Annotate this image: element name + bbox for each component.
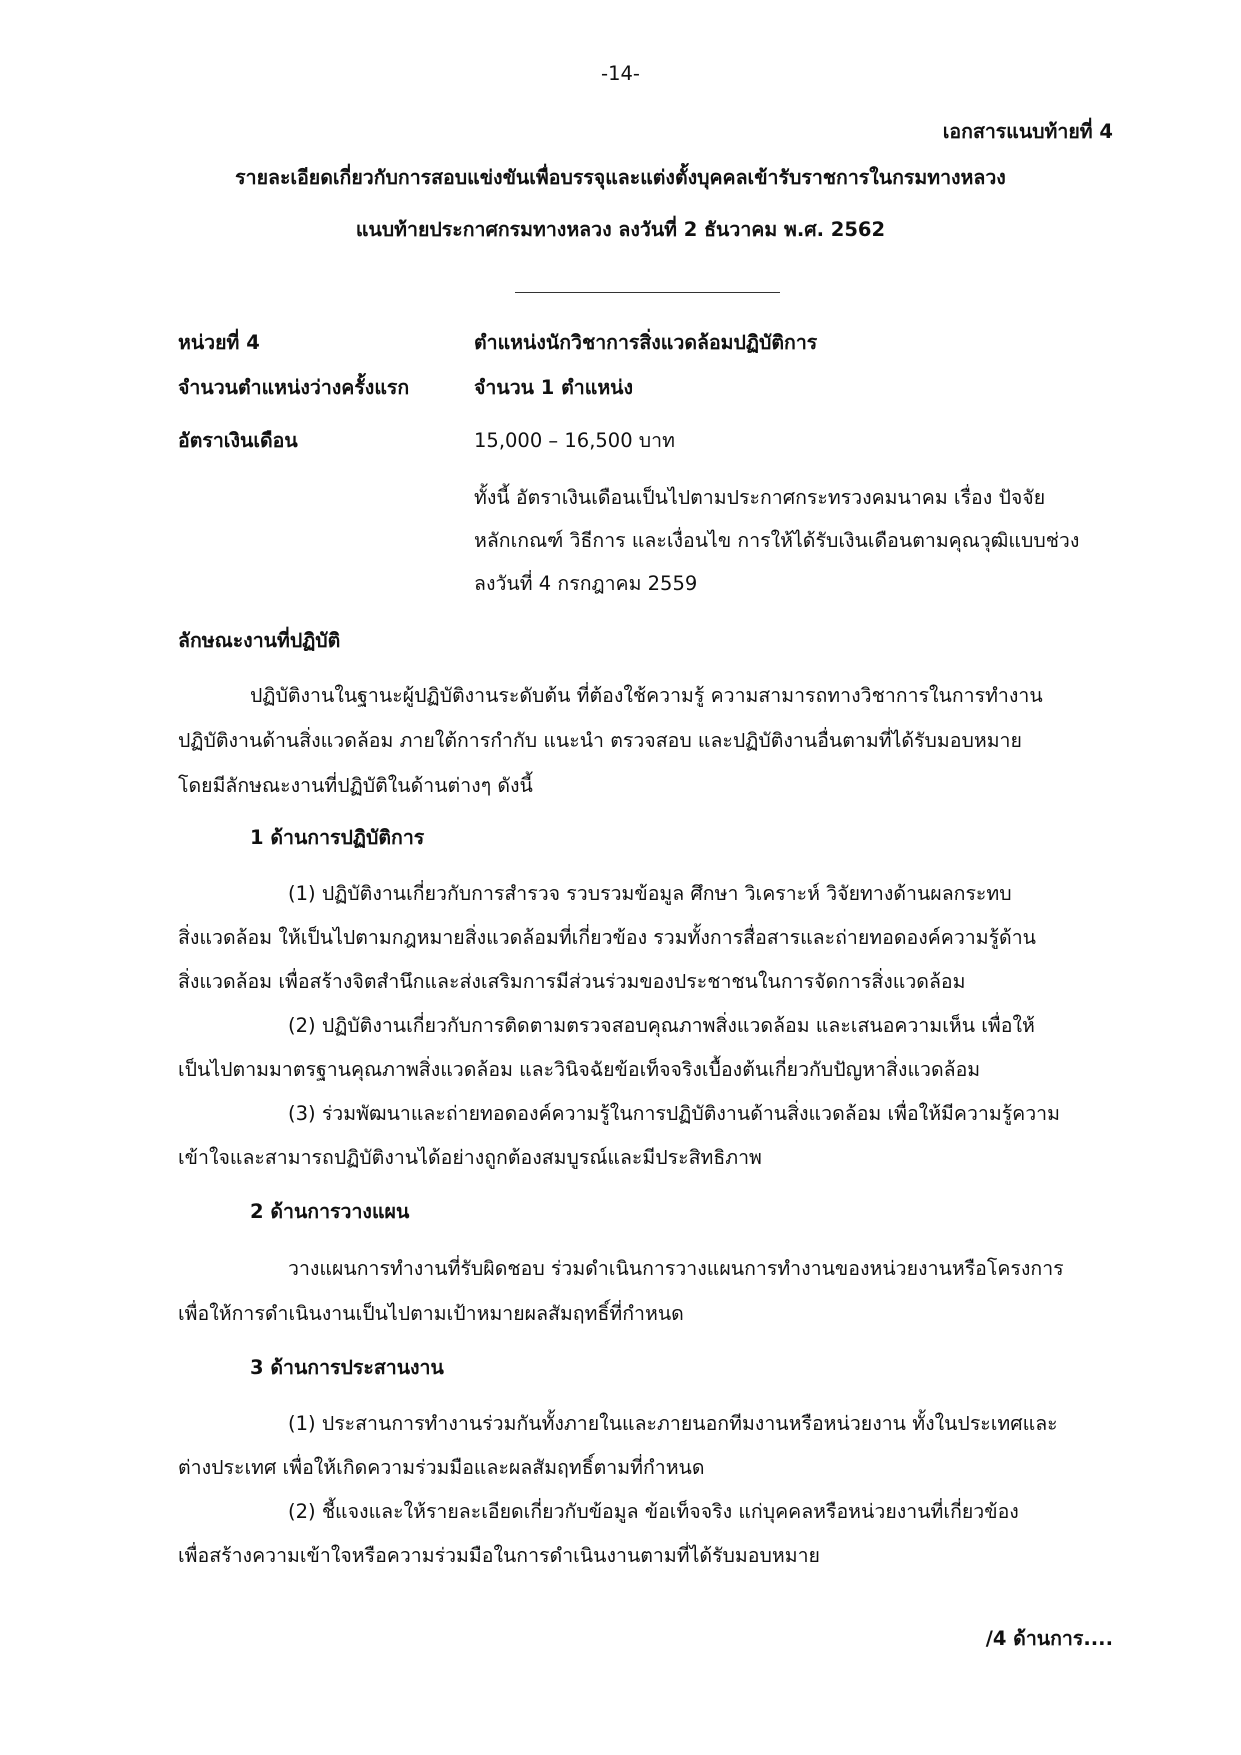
section1-item2-line: (2) ปฏิบัติงานเกี่ยวกับการติดตามตรวจสอบคุณภาพสิ่งแวดล้อม และเสนอความเห็น เพื่อให้ bbox=[288, 1014, 1035, 1037]
section1-item2-line: เป็นไปตามมาตรฐานคุณภาพสิ่งแวดล้อม และวินิจฉัยข้อเท็จจริงเบื้องต้นเกี่ยวกับปัญหาสิ่งแวดล้อม bbox=[178, 1058, 981, 1081]
section1-item3-line: เข้าใจและสามารถปฏิบัติงานได้อย่างถูกต้องสมบูรณ์และมีประสิทธิภาพ bbox=[178, 1146, 762, 1169]
attachment-label: เอกสารแนบท้ายที่ 4 bbox=[942, 120, 1113, 143]
section3-heading: 3 ด้านการประสานงาน bbox=[250, 1356, 444, 1379]
duties-heading: ลักษณะงานที่ปฏิบัติ bbox=[178, 629, 341, 652]
unit-value: ตำแหน่งนักวิชาการสิ่งแวดล้อมปฏิบัติการ bbox=[474, 331, 818, 354]
vacancy-label: จำนวนตำแหน่งว่างครั้งแรก bbox=[178, 376, 410, 399]
salary-label: อัตราเงินเดือน bbox=[178, 429, 298, 452]
section3-item2-line: (2) ชี้แจงและให้รายละเอียดเกี่ยวกับข้อมูล ข้อเท็จจริง แก่บุคคลหรือหน่วยงานที่เกี่ยวข้อง bbox=[288, 1500, 1019, 1523]
intro-line: โดยมีลักษณะงานที่ปฏิบัติในด้านต่างๆ ดังนี้ bbox=[178, 774, 533, 797]
section1-item1-line: สิ่งแวดล้อม เพื่อสร้างจิตสำนึกและส่งเสริมการมีส่วนร่วมของประชาชนในการจัดการสิ่งแวดล้อม bbox=[178, 970, 966, 993]
unit-label: หน่วยที่ 4 bbox=[178, 331, 260, 354]
salary-note-line: ลงวันที่ 4 กรกฎาคม 2559 bbox=[474, 572, 698, 595]
section3-item1-line: (1) ประสานการทำงานร่วมกันทั้งภายในและภายนอกทีมงานหรือหน่วยงาน ทั้งในประเทศและ bbox=[288, 1412, 1058, 1435]
section1-item1-line: (1) ปฏิบัติงานเกี่ยวกับการสำรวจ รวบรวมข้อมูล ศึกษา วิเคราะห์ วิจัยทางด้านผลกระทบ bbox=[288, 882, 1012, 905]
intro-line: ปฏิบัติงานด้านสิ่งแวดล้อม ภายใต้การกำกับ แนะนำ ตรวจสอบ และปฏิบัติงานอื่นตามที่ได้รับมอบหมาย bbox=[178, 729, 1022, 752]
continuation-marker: /4 ด้านการ.... bbox=[985, 1627, 1113, 1650]
document-subtitle: แนบท้ายประกาศกรมทางหลวง ลงวันที่ 2 ธันวาคม พ.ศ. 2562 bbox=[355, 218, 886, 241]
section1-item3-line: (3) ร่วมพัฒนาและถ่ายทอดองค์ความรู้ในการปฏิบัติงานด้านสิ่งแวดล้อม เพื่อให้มีความรู้ความ bbox=[288, 1102, 1060, 1125]
section3-item1-line: ต่างประเทศ เพื่อให้เกิดความร่วมมือและผลสัมฤทธิ์ตามที่กำหนด bbox=[178, 1456, 705, 1479]
section3-item2-line: เพื่อสร้างความเข้าใจหรือความร่วมมือในการดำเนินงานตามที่ได้รับมอบหมาย bbox=[178, 1544, 820, 1567]
section2-line: เพื่อให้การดำเนินงานเป็นไปตามเป้าหมายผลสัมฤทธิ์ที่กำหนด bbox=[178, 1302, 684, 1325]
document-title: รายละเอียดเกี่ยวกับการสอบแข่งขันเพื่อบรรจุและแต่งตั้งบุคคลเข้ารับราชการในกรมทางหลวง bbox=[235, 166, 1006, 189]
salary-value: 15,000 – 16,500 บาท bbox=[474, 429, 675, 452]
salary-note-line: หลักเกณฑ์ วิธีการ และเงื่อนไข การให้ได้รับเงินเดือนตามคุณวุฒิแบบช่วง bbox=[474, 529, 1080, 552]
page-number: -14- bbox=[601, 62, 640, 85]
section2-line: วางแผนการทำงานที่รับผิดชอบ ร่วมดำเนินการวางแผนการทำงานของหน่วยงานหรือโครงการ bbox=[288, 1257, 1064, 1280]
title-divider bbox=[515, 292, 780, 293]
section2-heading: 2 ด้านการวางแผน bbox=[250, 1200, 410, 1223]
vacancy-value: จำนวน 1 ตำแหน่ง bbox=[474, 376, 634, 399]
intro-line: ปฏิบัติงานในฐานะผู้ปฏิบัติงานระดับต้น ที่ต้องใช้ความรู้ ความสามารถทางวิชาการในการทำงาน bbox=[250, 684, 1043, 707]
salary-note-line: ทั้งนี้ อัตราเงินเดือนเป็นไปตามประกาศกระทรวงคมนาคม เรื่อง ปัจจัย bbox=[474, 486, 1046, 509]
section1-heading: 1 ด้านการปฏิบัติการ bbox=[250, 826, 425, 849]
section1-item1-line: สิ่งแวดล้อม ให้เป็นไปตามกฎหมายสิ่งแวดล้อมที่เกี่ยวข้อง รวมทั้งการสื่อสารและถ่ายทอดองค์ความรู้ด้าน bbox=[178, 926, 1036, 949]
